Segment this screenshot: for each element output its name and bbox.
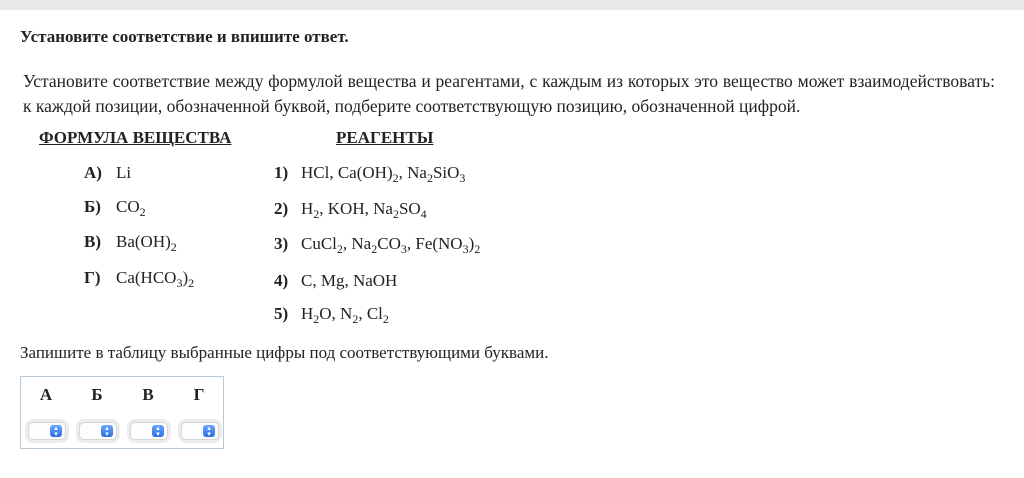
updown-chevron-icon: ▴ ▾ <box>152 425 164 437</box>
task-heading: Установите соответствие и впишите ответ. <box>20 27 349 46</box>
updown-chevron-icon: ▴ ▾ <box>203 425 215 437</box>
reagent-text: HCl, $Ca(OH)_2$, $Na_2SiO_3$ <box>301 163 466 185</box>
task-intro: Установите соответствие между формулой вещества и реагентами, с каждым из которых это вещество может взаимодействовать: к каждой позиции, обозначенной буквой, подберите соответствующую позицию, обозначенной цифрой. <box>23 71 995 116</box>
substance-label: Г) <box>84 268 101 287</box>
answer-select-b[interactable] <box>79 422 117 440</box>
reagent-item <box>274 271 397 291</box>
answer-select-v[interactable] <box>130 422 168 440</box>
substance-item <box>84 163 131 183</box>
substance-formula: $CO_2$ <box>116 197 146 219</box>
reagent-label: 1) <box>274 163 289 182</box>
substance-formula: $Ca(HCO_3)_2$ <box>116 268 195 290</box>
top-bar <box>0 0 1024 10</box>
substance-label: А) <box>84 163 102 182</box>
updown-chevron-icon: ▴ ▾ <box>101 425 113 437</box>
answer-column-header: А <box>39 385 53 404</box>
substance-column-header: ФОРМУЛА ВЕЩЕСТВА <box>39 128 232 147</box>
reagent-text: CuCl$_2$, $Na_2CO_3$, $Fe(NO_3)_2$ <box>301 234 481 256</box>
reagent-item <box>274 163 465 183</box>
substance-item <box>84 232 177 252</box>
substance-label: Б) <box>84 197 101 216</box>
reagent-item <box>274 199 427 219</box>
reagent-label: 3) <box>274 234 289 253</box>
answer-table <box>20 376 224 449</box>
substance-formula: $Ba(OH)_2$ <box>116 232 177 254</box>
reagent-item <box>274 304 389 324</box>
updown-chevron-icon: ▴ ▾ <box>50 425 62 437</box>
reagent-label: 4) <box>274 271 289 290</box>
answer-column-header: В <box>142 385 154 404</box>
reagent-text: $H_2O$, $N_2$, $Cl_2$ <box>301 304 389 326</box>
answer-column-header: Г <box>193 385 205 404</box>
reagent-label: 5) <box>274 304 289 323</box>
substance-label: В) <box>84 232 101 251</box>
answer-select-a[interactable] <box>28 422 66 440</box>
answer-instruction: Запишите в таблицу выбранные цифры под соответствующими буквами. <box>20 343 549 362</box>
reagent-item <box>274 234 480 254</box>
answer-column-header: Б <box>91 385 103 404</box>
substance-item <box>84 197 146 217</box>
answer-select-g[interactable] <box>181 422 219 440</box>
reagent-text: C, Mg, NaOH <box>301 271 398 290</box>
substance-formula: Li <box>116 163 132 182</box>
substance-item <box>84 268 194 288</box>
reagent-column-header: РЕАГЕНТЫ <box>336 128 434 147</box>
reagent-label: 2) <box>274 199 289 218</box>
reagent-text: $H_2$, KOH, $Na_2SO_4$ <box>301 199 427 221</box>
